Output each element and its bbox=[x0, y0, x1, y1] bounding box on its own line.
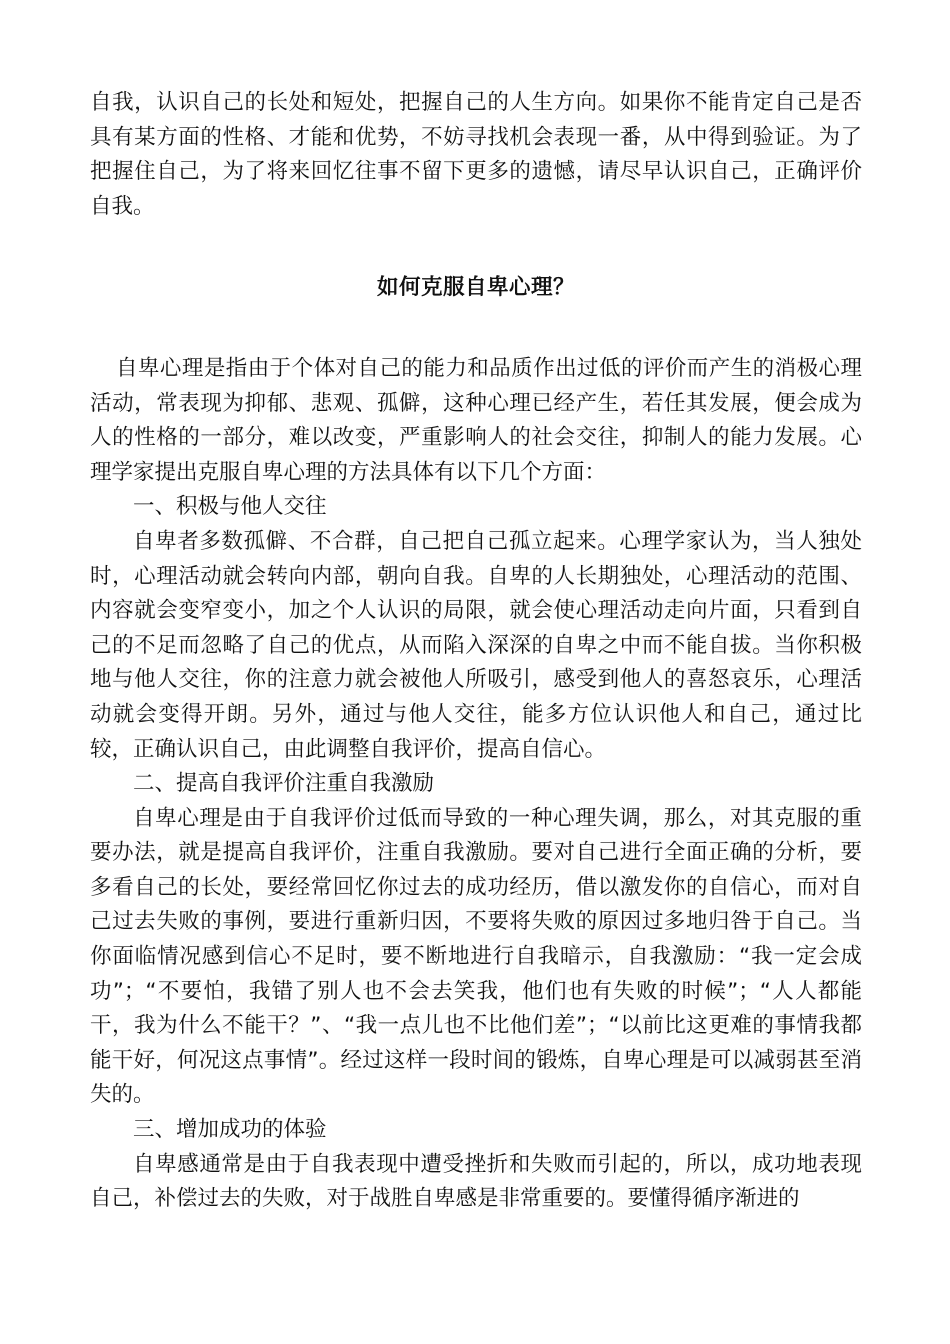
document-page bbox=[90, 86, 862, 1217]
section-body-1: 自卑者多数孤僻、不合群，自己把自己孤立起来。心理学家认为，当人独处时，心理活动就会转向内部，朝向自我。自卑的人长期独处，心理活动的范围、内容就会变窄变小，加之个人认识的局限，就会使心理活动走向片面，只看到自己的不足而忽略了自己的优点，从而陷入深深的自卑之中而不能自拔。当你积极地与他人交往，你的注意力就会被他人所吸引，感受到他人的喜怒哀乐，心理活动就会变得开朗。另外，通过与他人交往，能多方位认识他人和自己，通过比较，正确认识自己，由此调整自我评价，提高自信心。 bbox=[90, 528, 862, 762]
article-title: 如何克服自卑心理？ bbox=[376, 275, 575, 301]
section-body-2: 自卑心理是由于自我评价过低而导致的一种心理失调，那么，对其克服的重要办法，就是提高自我评价，注重自我激励。要对自己进行全面正确的分析，要多看自己的长处，要经常回忆你过去的成功经历，借以激发你的自信心，而对自己过去失败的事例，要进行重新归因，不要将失败的原因过多地归咎于自己。当你面临情况感到信心不足时，要不断地进行自我暗示，自我激励：“我一定会成功”；“不要怕，我错了别人也不会去笑我，他们也有失败的时候”；“人人都能干，我为什么不能干？”、“我一点儿也不比他们差”；“以前比这更难的事情我都能干好，何况这点事情”。经过这样一段时间的锻炼，自卑心理是可以减弱甚至消失的。 bbox=[90, 805, 862, 1108]
opening-paragraph: 自卑心理是指由于个体对自己的能力和品质作出过低的评价而产生的消极心理活动，常表现为抑郁、悲观、孤僻，这种心理已经产生，若任其发展，便会成为人的性格的一部分，难以改变，严重影响人的社会交往，抑制人的能力发展。心理学家提出克服自卑心理的方法具体有以下几个方面： bbox=[90, 355, 862, 485]
section-heading-2: 二、提高自我评价注重自我激励 bbox=[133, 771, 435, 797]
section-heading-3: 三、增加成功的体验 bbox=[133, 1117, 327, 1143]
intro-paragraph: 自我，认识自己的长处和短处，把握自己的人生方向。如果你不能肯定自己是否具有某方面的性格、才能和优势，不妨寻找机会表现一番，从中得到验证。为了把握住自己，为了将来回忆往事不留下更多的遗憾，请尽早认识自己，正确评价自我。 bbox=[90, 90, 862, 219]
section-heading-1: 一、积极与他人交往 bbox=[133, 494, 327, 520]
section-body-3: 自卑感通常是由于自我表现中遭受挫折和失败而引起的，所以，成功地表现自己，补偿过去的失败，对于战胜自卑感是非常重要的。要懂得循序渐进的 bbox=[90, 1151, 862, 1212]
